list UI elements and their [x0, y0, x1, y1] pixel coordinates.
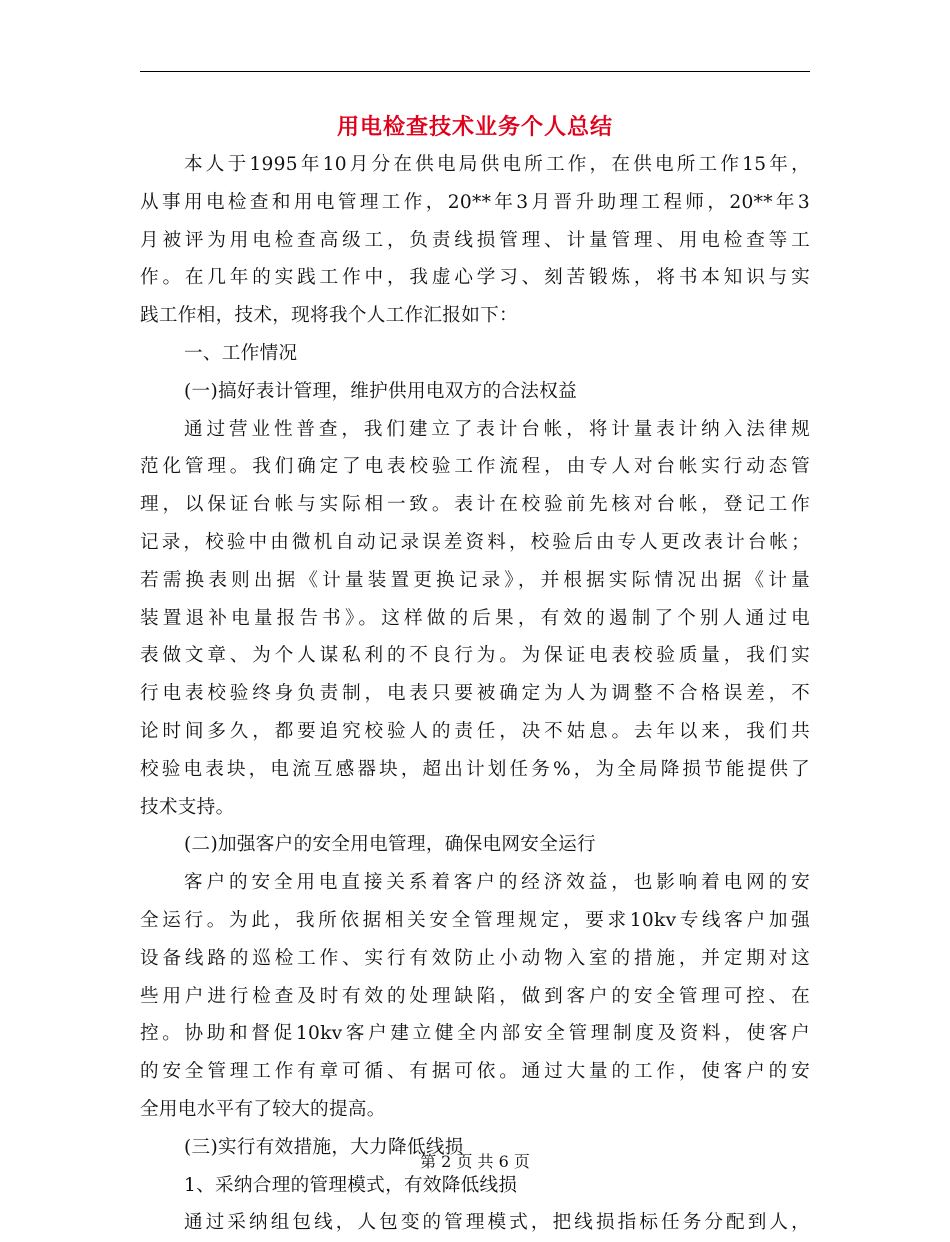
- text-line: 月被评为用电检查高级工，负责线损管理、计量管理、用电检查等工: [140, 229, 810, 251]
- text-line: 从事用电检查和用电管理工作，20**年3月晋升助理工程师，20**年3: [140, 191, 810, 213]
- text-line: 论时间多久，都要追究校验人的责任，决不姑息。去年以来，我们共: [140, 720, 810, 742]
- text-line: 范化管理。我们确定了电表校验工作流程，由专人对台帐实行动态管: [140, 456, 810, 478]
- text-line: 作。在几年的实践工作中，我虚心学习、刻苦锻炼，将书本知识与实: [140, 267, 810, 289]
- text-line: 行电表校验终身负责制，电表只要被确定为人为调整不合格误差，不: [140, 683, 810, 705]
- text-line: (一)搞好表计管理，维护供用电双方的合法权益: [184, 380, 577, 402]
- text-line: 校验电表块，电流互感器块，超出计划任务%，为全局降损节能提供了: [140, 758, 810, 780]
- text-line: 控。协助和督促10kv客户建立健全内部安全管理制度及资料，使客户: [140, 1023, 810, 1045]
- text-line: 客户的安全用电直接关系着客户的经济效益，也影响着电网的安: [184, 872, 810, 894]
- document-body: [140, 146, 810, 1242]
- text-line: 全运行。为此，我所依据相关安全管理规定，要求10kv专线客户加强: [140, 909, 810, 931]
- text-line: 些用户进行检查及时有效的处理缺陷，做到客户的安全管理可控、在: [140, 985, 810, 1007]
- text-line: 1、采纳合理的管理模式，有效降低线损: [184, 1174, 518, 1196]
- text-line: 记录，校验中由微机自动记录误差资料，校验后由专人更改表计台帐；: [140, 531, 810, 553]
- text-line: 通过营业性普查，我们建立了表计台帐，将计量表计纳入法律规: [184, 418, 810, 440]
- text-line: 通过采纳组包线，人包变的管理模式，把线损指标任务分配到人，: [184, 1212, 810, 1234]
- top-rule: [140, 71, 810, 72]
- text-line: 技术支持。: [140, 796, 235, 818]
- text-line: 本人于1995年10月分在供电局供电所工作，在供电所工作15年，: [184, 154, 810, 175]
- page-title: 用电检查技术业务个人总结: [336, 114, 613, 140]
- text-line: 设备线路的巡检工作、实行有效防止小动物入室的措施，并定期对这: [140, 947, 810, 969]
- text-line: 践工作相，技术，现将我个人工作汇报如下：: [140, 305, 518, 327]
- text-line: (二)加强客户的安全用电管理，确保电网安全运行: [184, 834, 596, 856]
- text-line: 一、工作情况: [184, 342, 298, 364]
- text-line: 全用电水平有了较大的提高。: [140, 1098, 386, 1120]
- text-line: 的安全管理工作有章可循、有据可依。通过大量的工作，使客户的安: [140, 1061, 810, 1083]
- text-line: 理，以保证台帐与实际相一致。表计在校验前先核对台帐，登记工作: [140, 494, 810, 516]
- page-footer: 第 2 页 共 6 页: [420, 1152, 530, 1171]
- text-line: 若需换表则出据《计量装置更换记录》，并根据实际情况出据《计量: [140, 569, 810, 591]
- text-line: 表做文章、为个人谋私利的不良行为。为保证电表校验质量，我们实: [140, 645, 810, 667]
- text-line: 装置退补电量报告书》。这样做的后果，有效的遏制了个别人通过电: [140, 607, 810, 629]
- text-line: (三)实行有效措施，大力降低线损: [184, 1136, 464, 1158]
